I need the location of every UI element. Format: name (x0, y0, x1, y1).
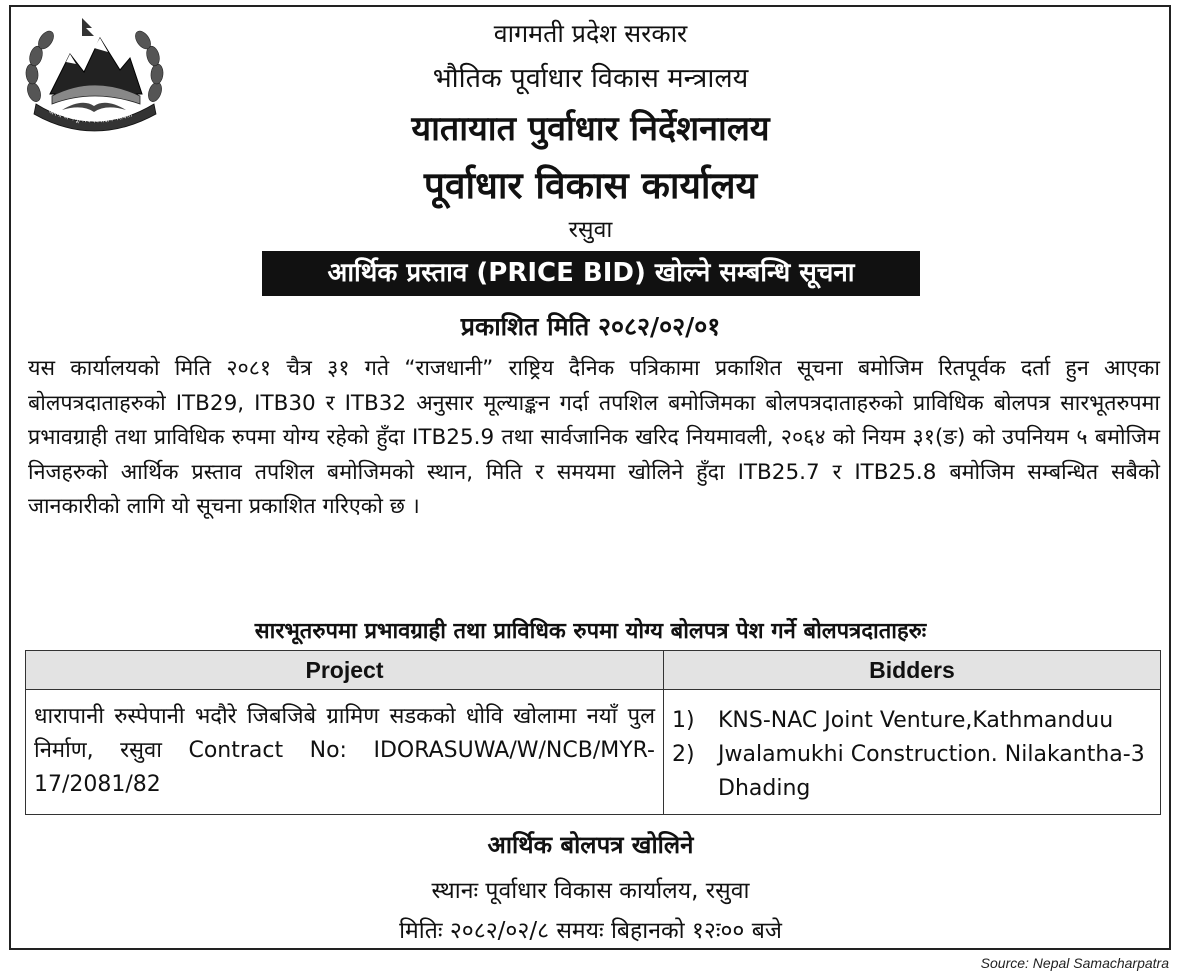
notice-title-banner: आर्थिक प्रस्ताव (PRICE BID) खोल्ने सम्बन्धि सूचना (262, 251, 920, 296)
project-description: धारापानी रुस्पेपानी भदौरे जिबजिबे ग्रामिण सडकको धोवि खोलामा नयाँ पुल निर्माण, रसुवा Contract No: IDORASUWA/W/NCB/MYR-17/2081/82 (26, 690, 664, 815)
opening-datetime: मितिः २०८२/०२/८ समयः बिहानको १२ः०० बजे (399, 918, 782, 944)
emblem-motto: जननी जन्मभूमिश्च स्वर्गादपि गरीयसी (47, 107, 133, 125)
list-item (672, 738, 1152, 806)
bidder-name: KNS-NAC Joint Venture,Kathmanduu (718, 708, 1114, 733)
bidders-table-heading: सारभूतरुपमा प्रभावग्राही तथा प्राविधिक रुपमा योग्य बोलपत्र पेश गर्ने बोलपत्रदाताहरुः (254, 619, 927, 644)
list-item (672, 704, 1152, 738)
bidders-list (664, 690, 1161, 815)
province-government: वागमती प्रदेश सरकार (493, 19, 688, 48)
published-date: प्रकाशित मिति २०८२/०२/०१ (460, 312, 721, 341)
notice-body-text: यस कार्यालयको मिति २०८१ चैत्र ३१ गते “राजधानी” राष्ट्रिय दैनिक पत्रिकामा प्रकाशित सूचना बमोजिम रितपूर्वक दर्ता हुन आएका बोलपत्रदाताहरुको ITB29, ITB30 र ITB32 अनुसार मूल्याङ्कन गर्दा तपशिल बमोजिमका बोलपत्रदाताहरुको प्राविधिक बोलपत्र सारभूतरुपमा प्रभावग्राही तथा प्राविधिक रुपमा योग्य रहेको हुँदा ITB25.9 तथा सार्वजानिक खरिद नियमावली, २०६४ को नियम ३१(ङ) को उपनियम ५ बमोजिम निजहरुको आर्थिक प्रस्ताव तपशिल बमोजिमको स्थान, मिति र समयमा खोलिने हुँदा ITB25.7 र ITB25.8 बमोजिम सम्बन्धित सबैको जानकारीको लागि यो सूचना प्रकाशित गरिएको छ । (28, 356, 1160, 520)
office-name: पूर्वाधार विकास कार्यालय (423, 164, 758, 207)
source-credit: Source: Nepal Samacharpatra (980, 955, 1169, 971)
table-header-row (26, 651, 1161, 690)
column-header-project: Project (26, 651, 664, 690)
opening-place: स्थानः पूर्वाधार विकास कार्यालय, रसुवा (431, 878, 750, 904)
table-row (26, 690, 1161, 815)
bidders-table (25, 650, 1161, 815)
bidder-number: 1) (672, 708, 695, 733)
district-name: रसुवा (568, 217, 613, 243)
bidder-number: 2) (672, 742, 695, 767)
directorate-name: यातायात पुर्वाधार निर्देशनालय (411, 109, 770, 149)
ministry-name: भौतिक पूर्वाधार विकास मन्त्रालय (432, 63, 749, 94)
opening-title: आर्थिक बोलपत्र खोलिने (487, 831, 694, 859)
bidder-name: Jwalamukhi Construction. Nilakantha-3 Dhading (718, 742, 1145, 801)
column-header-bidders: Bidders (664, 651, 1161, 690)
